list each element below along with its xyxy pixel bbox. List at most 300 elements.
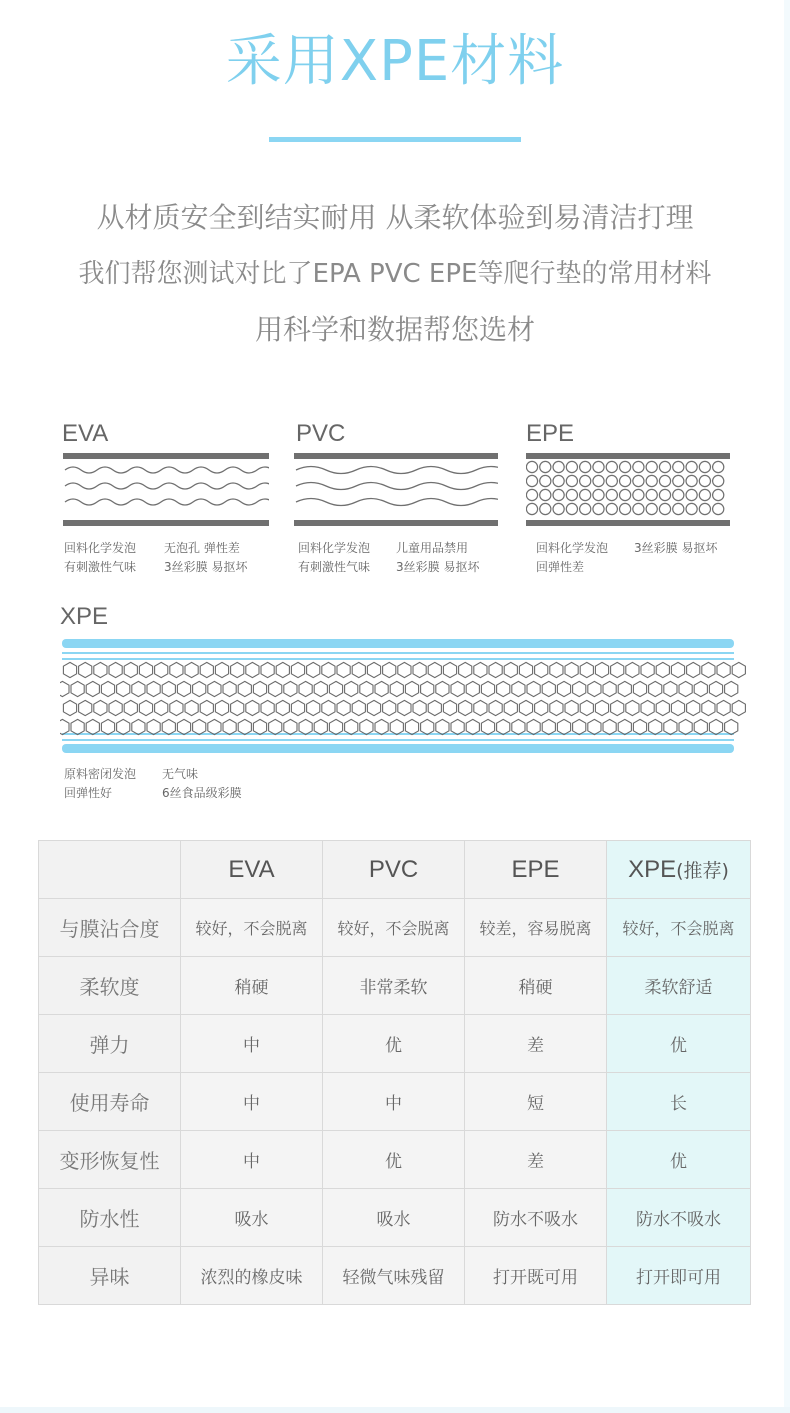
foam-cell	[253, 681, 266, 696]
foam-cell	[421, 681, 434, 696]
foam-cell	[504, 662, 517, 677]
foam-cell	[519, 662, 532, 677]
foam-cell	[474, 662, 487, 677]
foam-cell	[566, 475, 577, 486]
foam-cell	[519, 700, 532, 715]
foam-cell	[659, 475, 670, 486]
foam-cell	[606, 461, 617, 472]
eva-note: 无泡孔 弹性差	[164, 541, 240, 555]
pvc-cross-section-diagram	[294, 453, 498, 529]
foam-cell	[428, 662, 441, 677]
foam-cell	[694, 719, 707, 734]
foam-cell	[580, 503, 591, 514]
foam-cell	[709, 681, 722, 696]
foam-cell	[253, 719, 266, 734]
table-cell: 差	[465, 1131, 607, 1189]
material-eva-name: EVA	[62, 420, 109, 447]
foam-cell	[550, 662, 563, 677]
foam-cell	[646, 461, 657, 472]
foam-cell	[405, 681, 418, 696]
foam-cell	[269, 719, 282, 734]
foam-cell	[398, 662, 411, 677]
foam-cell	[193, 719, 206, 734]
table-row-label: 弹力	[39, 1015, 181, 1073]
foam-cell	[633, 719, 646, 734]
foam-cell	[276, 662, 289, 677]
foam-cell	[573, 719, 586, 734]
foam-cell	[276, 700, 289, 715]
foam-cell	[101, 681, 114, 696]
foam-cell	[261, 662, 274, 677]
foam-cell	[352, 662, 365, 677]
foam-cell	[620, 489, 631, 500]
foam-cell	[606, 489, 617, 500]
foam-cell	[593, 461, 604, 472]
foam-cell	[618, 719, 631, 734]
foam-cell	[383, 700, 396, 715]
foam-cell	[177, 719, 190, 734]
xpe-note: 无气味	[162, 767, 199, 781]
foam-cell	[553, 503, 564, 514]
foam-cell	[659, 461, 670, 472]
foam-cell	[713, 503, 724, 514]
foam-cell	[390, 681, 403, 696]
foam-cell	[79, 700, 92, 715]
foam-cell	[526, 461, 537, 472]
table-cell: 中	[181, 1015, 323, 1073]
table-cell: 较差，容易脱离	[465, 899, 607, 957]
table-cell: 短	[465, 1073, 607, 1131]
table-cell-xpe: 打开即可用	[607, 1247, 751, 1305]
foam-cell	[540, 489, 551, 500]
foam-cell	[566, 461, 577, 472]
foam-cell	[375, 681, 388, 696]
foam-cell	[699, 489, 710, 500]
foam-cell	[360, 681, 373, 696]
foam-cell	[139, 662, 152, 677]
foam-cell	[299, 681, 312, 696]
table-row-label: 防水性	[39, 1189, 181, 1247]
xpe-cross-section-diagram	[60, 637, 746, 757]
foam-cell	[63, 662, 76, 677]
table-row-label: 变形恢复性	[39, 1131, 181, 1189]
table-row-label: 柔软度	[39, 957, 181, 1015]
foam-cell	[646, 503, 657, 514]
table-header-cell-recommended	[607, 841, 751, 899]
foam-cell	[71, 681, 84, 696]
foam-cell	[603, 681, 616, 696]
foam-cell	[606, 503, 617, 514]
foam-cell	[725, 681, 738, 696]
foam-cell	[109, 700, 122, 715]
table-row	[39, 1131, 751, 1189]
table-cell: 非常柔软	[323, 957, 465, 1015]
foam-cell	[459, 700, 472, 715]
foam-cell	[686, 475, 697, 486]
material-xpe-name: XPE	[60, 603, 109, 630]
epe-note: 回弹性差	[536, 560, 585, 574]
foam-cell	[177, 681, 190, 696]
foam-cell	[352, 700, 365, 715]
foam-cell	[231, 700, 244, 715]
intro-text	[0, 190, 790, 358]
table-row-label: 与膜沾合度	[39, 899, 181, 957]
table-header-xpe: XPE	[628, 855, 677, 883]
foam-cell	[694, 681, 707, 696]
table-cell: 优	[323, 1131, 465, 1189]
foam-cell	[709, 719, 722, 734]
foam-cell	[86, 681, 99, 696]
foam-cell	[686, 503, 697, 514]
foam-cell	[497, 681, 510, 696]
material-xpe	[60, 603, 750, 813]
foam-cell	[512, 681, 525, 696]
foam-cell	[649, 719, 662, 734]
page-title: 采用XPE材料	[225, 29, 565, 94]
eva-note: 3丝彩膜 易抠坏	[164, 560, 248, 574]
foam-cell	[117, 681, 130, 696]
foam-cell	[656, 700, 669, 715]
foam-cell	[618, 681, 631, 696]
foam-cell	[699, 475, 710, 486]
foam-cell	[633, 461, 644, 472]
pvc-note: 回料化学发泡	[298, 541, 371, 555]
foam-cell	[170, 662, 183, 677]
foam-cell	[367, 700, 380, 715]
epe-note: 3丝彩膜 易抠坏	[634, 541, 718, 555]
foam-cell	[671, 662, 684, 677]
foam-cell	[489, 700, 502, 715]
foam-cell	[540, 475, 551, 486]
foam-cell	[413, 700, 426, 715]
foam-cell	[557, 719, 570, 734]
foam-cell	[223, 719, 236, 734]
foam-cell	[299, 719, 312, 734]
foam-cell	[535, 662, 548, 677]
foam-cell	[679, 719, 692, 734]
foam-cell	[702, 700, 715, 715]
foam-cell	[595, 662, 608, 677]
foam-cell	[60, 681, 69, 696]
foam-cell	[314, 719, 327, 734]
foam-cell	[200, 662, 213, 677]
table-cell: 优	[323, 1015, 465, 1073]
foam-cell	[687, 700, 700, 715]
foam-cell	[595, 700, 608, 715]
foam-cell	[132, 719, 145, 734]
recommended-tag: (推荐)	[676, 859, 729, 882]
foam-cell	[713, 475, 724, 486]
table-cell-xpe: 较好，不会脱离	[607, 899, 751, 957]
intro-line-1: 从材质安全到结实耐用 从柔软体验到易清洁打理	[96, 201, 694, 234]
table-cell-xpe: 优	[607, 1015, 751, 1073]
eva-cross-section-diagram	[63, 453, 269, 529]
foam-cell	[573, 681, 586, 696]
foam-cell	[132, 681, 145, 696]
foam-cell	[646, 475, 657, 486]
foam-cell	[497, 719, 510, 734]
foam-cell	[291, 700, 304, 715]
table-row-label: 使用寿命	[39, 1073, 181, 1131]
foam-cell	[649, 681, 662, 696]
foam-cell	[155, 662, 168, 677]
table-cell: 打开既可用	[465, 1247, 607, 1305]
foam-cell	[656, 662, 669, 677]
foam-cell	[526, 503, 537, 514]
foam-cell	[451, 681, 464, 696]
foam-cell	[526, 489, 537, 500]
foam-cell	[620, 461, 631, 472]
foam-cell	[101, 719, 114, 734]
foam-cell	[337, 662, 350, 677]
foam-cell	[699, 461, 710, 472]
foam-cell	[60, 719, 69, 734]
foam-cell	[413, 662, 426, 677]
foam-cell	[732, 662, 745, 677]
foam-cell	[162, 719, 175, 734]
foam-cell	[535, 700, 548, 715]
foam-cell	[580, 489, 591, 500]
foam-cell	[633, 681, 646, 696]
table-row	[39, 899, 751, 957]
foam-cell	[717, 700, 730, 715]
foam-cell	[337, 700, 350, 715]
foam-cell	[443, 700, 456, 715]
foam-cell	[588, 719, 601, 734]
eva-note: 有刺激性气味	[64, 560, 137, 574]
table-header-cell: EPE	[465, 841, 607, 899]
foam-cell	[489, 662, 502, 677]
intro-line-3: 用科学和数据帮您选材	[254, 313, 535, 346]
foam-cell	[673, 475, 684, 486]
table-cell: 吸水	[181, 1189, 323, 1247]
foam-cell	[345, 681, 358, 696]
foam-cell	[686, 489, 697, 500]
foam-cell	[580, 662, 593, 677]
material-comparison-table	[38, 840, 751, 1305]
table-row	[39, 957, 751, 1015]
xpe-note: 原料密闭发泡	[64, 767, 137, 781]
foam-cell	[713, 489, 724, 500]
foam-cell	[626, 700, 639, 715]
foam-cell	[322, 662, 335, 677]
foam-cell	[659, 503, 670, 514]
foam-cell	[725, 719, 738, 734]
foam-cell	[208, 719, 221, 734]
foam-cell	[79, 662, 92, 677]
foam-cell	[673, 489, 684, 500]
foam-cell	[553, 461, 564, 472]
table-row	[39, 1189, 751, 1247]
foam-cell	[200, 700, 213, 715]
foam-cell	[314, 681, 327, 696]
material-pvc-name: PVC	[296, 420, 346, 447]
foam-cell	[307, 700, 320, 715]
foam-cell	[208, 681, 221, 696]
material-eva	[62, 420, 272, 580]
foam-cell	[633, 503, 644, 514]
page-edge-bottom	[0, 1407, 790, 1413]
table-cell: 吸水	[323, 1189, 465, 1247]
foam-cell	[553, 475, 564, 486]
foam-cell	[540, 503, 551, 514]
foam-cell	[322, 700, 335, 715]
foam-cell	[687, 662, 700, 677]
foam-cell	[215, 662, 228, 677]
foam-cell	[593, 475, 604, 486]
foam-cell	[593, 503, 604, 514]
foam-cell	[664, 681, 677, 696]
foam-cell	[155, 700, 168, 715]
foam-cell	[474, 700, 487, 715]
foam-cell	[436, 719, 449, 734]
table-header-cell: EVA	[181, 841, 323, 899]
foam-cell	[566, 489, 577, 500]
foam-cell	[641, 700, 654, 715]
foam-cell	[565, 700, 578, 715]
table-row	[39, 1247, 751, 1305]
foam-cell	[375, 719, 388, 734]
foam-cell	[86, 719, 99, 734]
foam-cell	[646, 489, 657, 500]
foam-cell	[466, 681, 479, 696]
foam-cell	[443, 662, 456, 677]
table-header-cell: PVC	[323, 841, 465, 899]
pvc-note: 儿童用品禁用	[396, 541, 469, 555]
foam-cell	[223, 681, 236, 696]
material-pvc	[296, 420, 506, 580]
foam-cell	[109, 662, 122, 677]
foam-cell	[606, 475, 617, 486]
xpe-note: 回弹性好	[64, 786, 113, 800]
foam-cell	[611, 700, 624, 715]
table-cell: 较好，不会脱离	[323, 899, 465, 957]
foam-cell	[542, 681, 555, 696]
foam-cell	[611, 662, 624, 677]
foam-cell	[620, 475, 631, 486]
foam-cell	[291, 662, 304, 677]
foam-cell	[193, 681, 206, 696]
foam-cell	[713, 461, 724, 472]
foam-cell	[162, 681, 175, 696]
foam-cell	[603, 719, 616, 734]
foam-cell	[238, 681, 251, 696]
foam-cell	[673, 503, 684, 514]
table-cell: 中	[181, 1073, 323, 1131]
foam-cell	[367, 662, 380, 677]
foam-cell	[504, 700, 517, 715]
table-cell-xpe: 优	[607, 1131, 751, 1189]
foam-cell	[527, 681, 540, 696]
intro-line-2: 我们帮您测试对比了EPA PVC EPE等爬行垫的常用材料	[78, 259, 712, 289]
table-cell: 轻微气味残留	[323, 1247, 465, 1305]
foam-cell	[261, 700, 274, 715]
foam-cell	[147, 681, 160, 696]
foam-cell	[673, 461, 684, 472]
foam-cell	[170, 700, 183, 715]
eva-note: 回料化学发泡	[64, 541, 137, 555]
foam-cell	[405, 719, 418, 734]
foam-cell	[626, 662, 639, 677]
foam-cell	[185, 662, 198, 677]
foam-cell	[215, 700, 228, 715]
xpe-note: 6丝食品级彩膜	[162, 786, 242, 800]
foam-cell	[550, 700, 563, 715]
foam-cell	[185, 700, 198, 715]
foam-cell	[553, 489, 564, 500]
foam-cell	[269, 681, 282, 696]
foam-cell	[566, 503, 577, 514]
foam-cell	[588, 681, 601, 696]
foam-cell	[565, 662, 578, 677]
foam-cell	[557, 681, 570, 696]
foam-cell	[481, 719, 494, 734]
table-cell: 稍硬	[465, 957, 607, 1015]
foam-cell	[659, 489, 670, 500]
table-cell: 浓烈的橡皮味	[181, 1247, 323, 1305]
foam-cell	[641, 662, 654, 677]
foam-cell	[345, 719, 358, 734]
epe-note: 回料化学发泡	[536, 541, 609, 555]
foam-cell	[124, 662, 137, 677]
foam-cell	[94, 700, 107, 715]
title-divider	[269, 137, 521, 142]
pvc-note: 3丝彩膜 易抠坏	[396, 560, 480, 574]
foam-cell	[702, 662, 715, 677]
foam-cell	[451, 719, 464, 734]
foam-cell	[717, 662, 730, 677]
table-row-label: 异味	[39, 1247, 181, 1305]
table-header-cell	[39, 841, 181, 899]
foam-cell	[398, 700, 411, 715]
foam-cell	[540, 461, 551, 472]
foam-cell	[466, 719, 479, 734]
material-epe-name: EPE	[526, 420, 575, 447]
foam-cell	[117, 719, 130, 734]
epe-cross-section-diagram	[526, 453, 730, 529]
foam-cell	[527, 719, 540, 734]
foam-cell	[699, 503, 710, 514]
foam-cell	[633, 475, 644, 486]
foam-cell	[421, 719, 434, 734]
foam-cell	[246, 662, 259, 677]
foam-cell	[238, 719, 251, 734]
material-epe	[526, 420, 736, 580]
table-row	[39, 1073, 751, 1131]
foam-cell	[329, 719, 342, 734]
foam-cell	[139, 700, 152, 715]
foam-cell	[580, 475, 591, 486]
foam-cell	[542, 719, 555, 734]
table-cell-xpe: 长	[607, 1073, 751, 1131]
foam-cell	[284, 719, 297, 734]
foam-cell	[147, 719, 160, 734]
foam-cell	[63, 700, 76, 715]
foam-cell	[686, 461, 697, 472]
foam-cell	[526, 475, 537, 486]
table-cell: 防水不吸水	[465, 1189, 607, 1247]
foam-cell	[679, 681, 692, 696]
table-cell: 较好，不会脱离	[181, 899, 323, 957]
foam-cell	[390, 719, 403, 734]
table-cell: 中	[181, 1131, 323, 1189]
foam-cell	[428, 700, 441, 715]
foam-cell	[329, 681, 342, 696]
foam-cell	[459, 662, 472, 677]
foam-cell	[71, 719, 84, 734]
foam-cell	[620, 503, 631, 514]
foam-cell	[633, 489, 644, 500]
